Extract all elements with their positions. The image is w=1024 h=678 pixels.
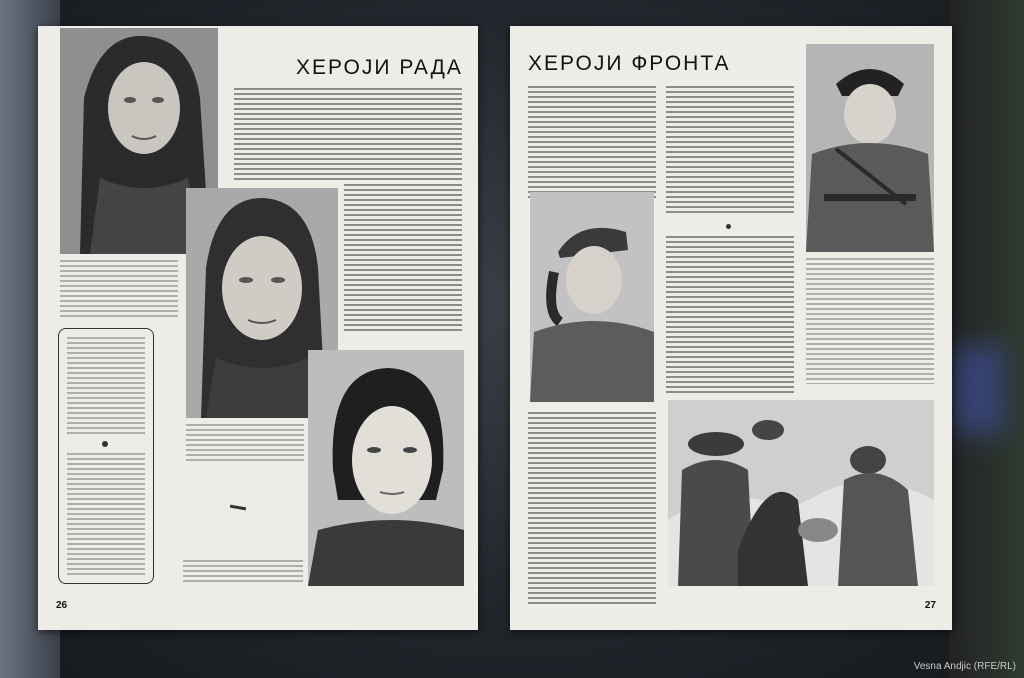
portrait-soldier-woman-cap <box>806 44 934 252</box>
divider-mark <box>230 505 246 511</box>
magazine-page-right <box>510 26 952 630</box>
portrait-young-woman <box>308 350 464 586</box>
text-column-right-upper <box>344 184 462 334</box>
text-column-right-4 <box>528 412 656 604</box>
page-title-right: ХЕРОЈИ ФРОНТА <box>528 52 731 75</box>
photo-credit: Vesna Andjic (RFE/RL) <box>913 661 1016 672</box>
caption-photo-1 <box>60 260 178 318</box>
text-column-right-1 <box>528 86 656 198</box>
portrait-soldier-woman-side-cap <box>530 192 654 402</box>
photo-soldiers-in-snow <box>668 400 934 586</box>
text-column-right-2 <box>666 86 794 216</box>
page-number-right: 27 <box>924 600 936 611</box>
background-blue-light <box>954 345 1004 435</box>
boxed-sidebar-text <box>58 328 154 584</box>
background-right-blur <box>949 0 1024 678</box>
text-column-intro <box>234 88 462 180</box>
caption-soldier-photo <box>806 258 934 384</box>
magazine-page-left <box>38 26 478 630</box>
caption-photo-2 <box>186 424 304 464</box>
page-title-left: ХЕРОЈИ РАДА <box>296 56 463 79</box>
text-column-right-3 <box>666 236 794 396</box>
page-number-left: 26 <box>56 600 68 611</box>
caption-photo-3 <box>183 560 303 582</box>
divider-mark-right <box>726 224 731 229</box>
